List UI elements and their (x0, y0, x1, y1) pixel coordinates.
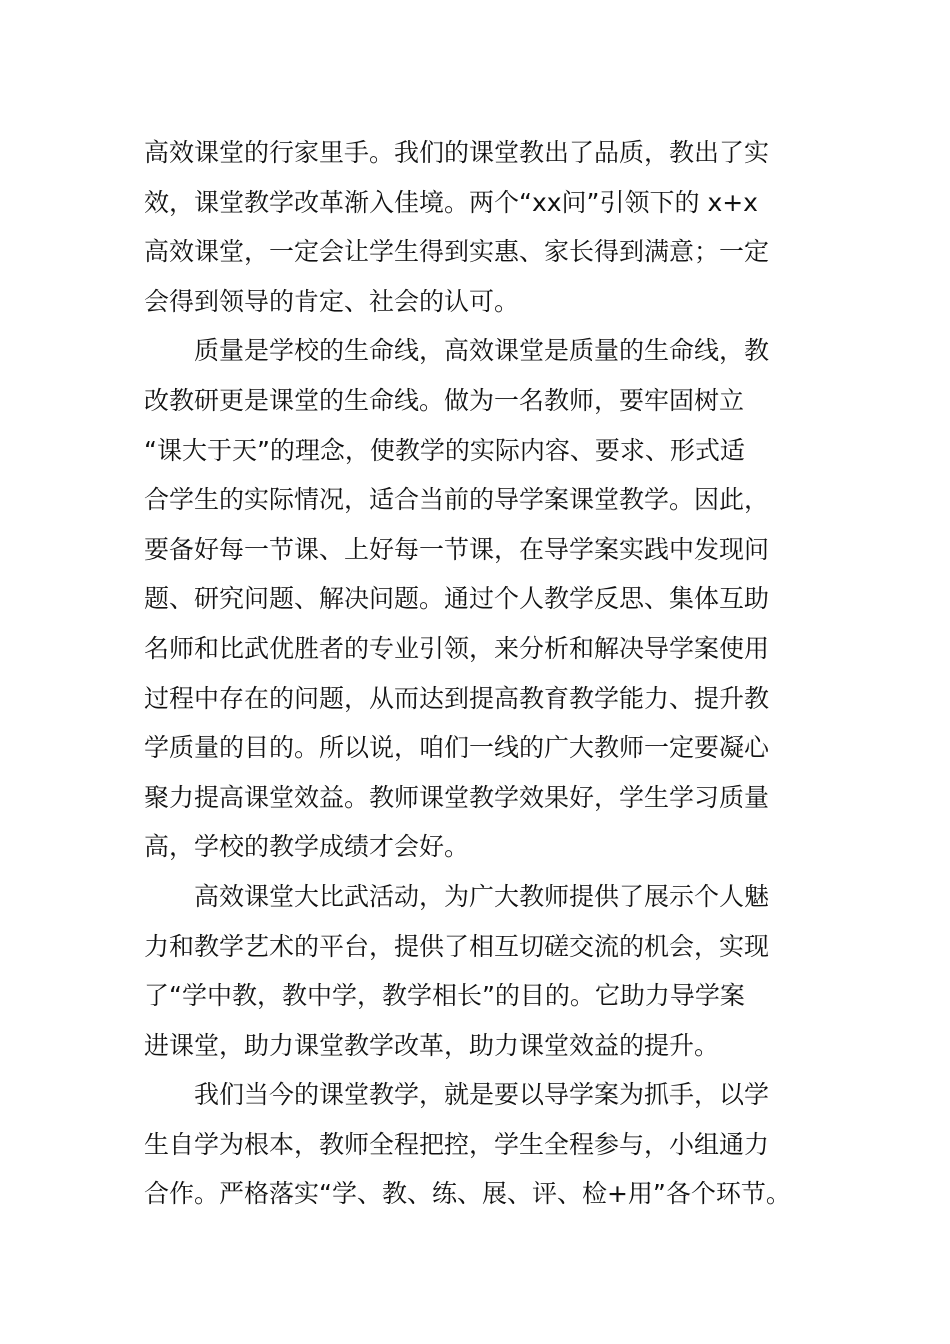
text-line: 高效课堂的行家里手。我们的课堂教出了品质，教出了实 (144, 138, 770, 167)
text-line: 名师和比武优胜者的专业引领，来分析和解决导学案使用 (144, 633, 770, 663)
paragraph-first-line: 质量是学校的生命线，高效课堂是质量的生命线，教 (194, 336, 770, 366)
text-line: 高效课堂，一定会让学生得到实惠、家长得到满意；一定 (144, 237, 770, 267)
text-line: 会得到领导的肯定、社会的认可。 (144, 286, 520, 316)
text-line: 效，课堂教学改革渐入佳境。两个“xx问”引领下的 x+x (144, 187, 758, 217)
text-line: 合作。严格落实“学、教、练、展、评、检+用”各个环节。 (144, 1179, 791, 1209)
text-line: 了“学中教，教中学，教学相长”的目的。它助力导学案 (144, 981, 745, 1011)
text-line: 改教研更是课堂的生命线。做为一名教师，要牢固树立 (144, 385, 745, 415)
text-line: 聚力提高课堂效益。教师课堂教学效果好，学生学习质量 (144, 782, 770, 812)
text-line: 生自学为根本，教师全程把控，学生全程参与，小组通力 (144, 1129, 770, 1159)
text-line: 力和教学艺术的平台，提供了相互切磋交流的机会，实现 (144, 931, 770, 961)
text-line: 过程中存在的问题，从而达到提高教育教学能力、提升教 (144, 683, 770, 713)
text-line: “课大于天”的理念，使教学的实际内容、要求、形式适 (144, 435, 745, 465)
text-line: 进课堂，助力课堂教学改革，助力课堂效益的提升。 (144, 1030, 720, 1060)
paragraph-first-line: 我们当今的课堂教学，就是要以导学案为抓手，以学 (194, 1080, 770, 1110)
text-line: 学质量的目的。所以说，咱们一线的广大教师一定要凝心 (144, 733, 770, 763)
paragraph-first-line: 高效课堂大比武活动，为广大教师提供了展示个人魅 (194, 881, 770, 911)
text-line: 要备好每一节课、上好每一节课，在导学案实践中发现问 (144, 534, 770, 564)
text-line: 高，学校的教学成绩才会好。 (144, 832, 470, 862)
text-line: 题、研究问题、解决问题。通过个人教学反思、集体互助 (144, 584, 770, 614)
text-line: 合学生的实际情况，适合当前的导学案课堂教学。因此， (144, 485, 770, 515)
body-text (144, 128, 844, 1219)
